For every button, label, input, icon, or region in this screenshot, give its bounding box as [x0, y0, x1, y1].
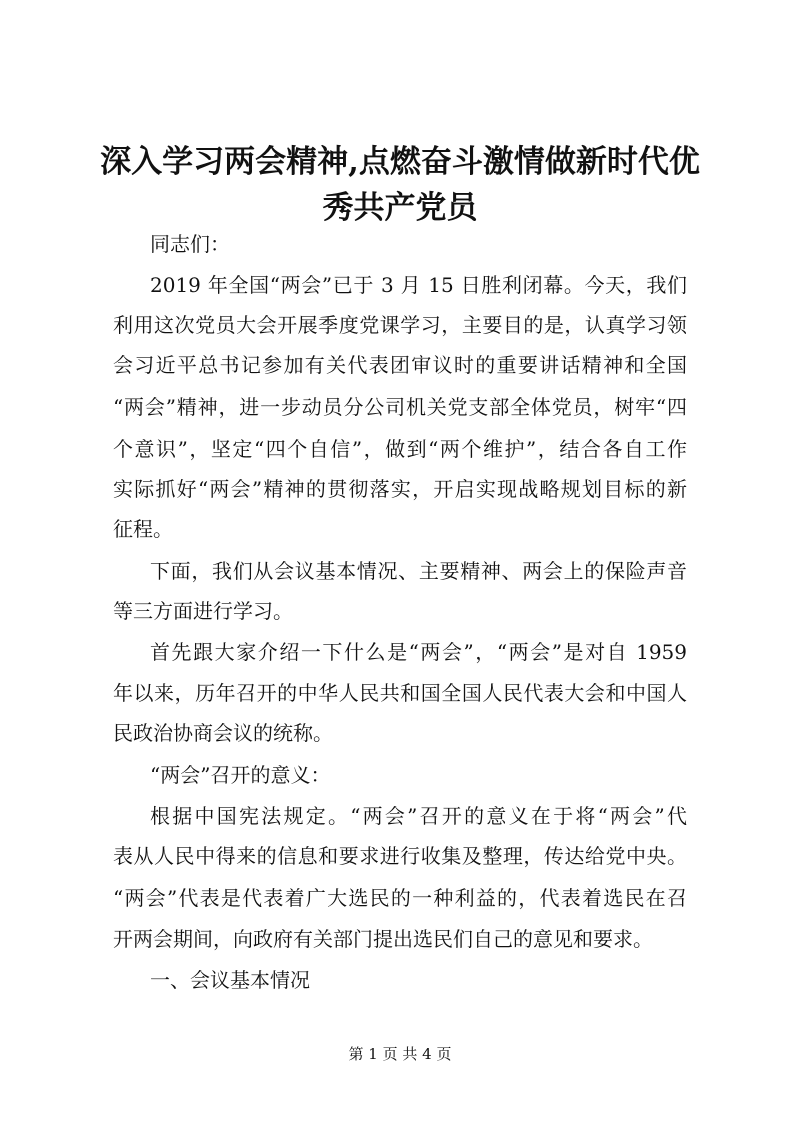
section-heading-basic-info: 一、会议基本情况	[150, 968, 310, 992]
paragraph-1-line: 利用这次党员大会开展季度党课学习，主要目的是，认真学习领	[113, 313, 687, 337]
paragraph-3-line: 民政治协商会议的统称。	[113, 721, 333, 745]
paragraph-1-line: 个意识”，坚定“四个自信”，做到“两个维护”，结合各自工作	[113, 437, 687, 461]
paragraph-2-line: 下面，我们从会议基本情况、主要精神、两会上的保险声音	[150, 559, 687, 583]
paragraph-3-line: 年以来，历年召开的中华人民共和国全国人民代表大会和中国人	[113, 681, 687, 705]
paragraph-1-line: 会习近平总书记参加有关代表团审议时的重要讲话精神和全国	[113, 353, 687, 377]
paragraph-5-line: 表从人民中得来的信息和要求进行收集及整理，传达给党中央。	[113, 844, 687, 868]
paragraph-1-line: 实际抓好“两会”精神的贯彻落实，开启实现战略规划目标的新	[113, 477, 687, 501]
paragraph-3-line: 首先跟大家介绍一下什么是“两会”，“两会”是对自 1959	[150, 640, 687, 664]
paragraph-1-line: 征程。	[113, 517, 173, 541]
paragraph-5-line: “两会”代表是代表着广大选民的一种利益的，代表着选民在召	[113, 886, 687, 910]
salutation: 同志们：	[150, 232, 230, 256]
paragraph-1-line: “两会”精神，进一步动员分公司机关党支部全体党员，树牢“四	[113, 395, 687, 419]
paragraph-5-line: 根据中国宪法规定。“两会”召开的意义在于将“两会”代	[150, 804, 687, 828]
paragraph-5-line: 开两会期间，向政府有关部门提出选民们自己的意见和要求。	[113, 927, 653, 951]
document-title-line-1: 深入学习两会精神,点燃奋斗激情做新时代优	[100, 144, 700, 180]
section-heading-significance: “两会”召开的意义：	[150, 763, 331, 787]
page-footer: 第 1 页 共 4 页	[348, 1045, 452, 1063]
paragraph-2-line: 等三方面进行学习。	[113, 599, 293, 623]
paragraph-1-line: 2019 年全国“两会”已于 3 月 15 日胜利闭幕。今天，我们	[150, 273, 687, 297]
document-title-line-2: 秀共产党员	[322, 190, 478, 226]
